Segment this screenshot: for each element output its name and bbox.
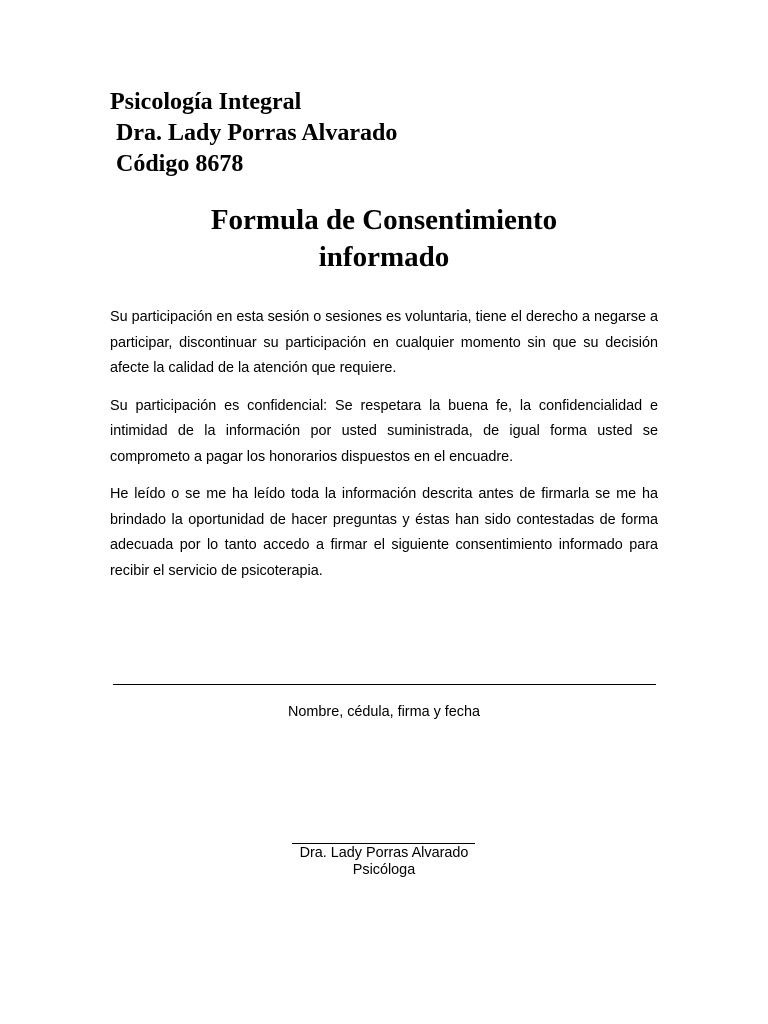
document-title: [110, 202, 658, 276]
paragraph-voluntary: Su participación en esta sesión o sesiones es voluntaria, tiene el derecho a negarse a participar, discontinuar su participación en cualquier momento sin que su decisión afecte la calidad de la atención que requiere.: [110, 309, 658, 376]
patient-signature-caption: Nombre, cédula, firma y fecha: [288, 704, 480, 720]
professional-code: Código 8678: [110, 151, 244, 177]
doctor-signature-line: [292, 843, 475, 844]
doctor-name: Dra. Lady Porras Alvarado: [110, 120, 398, 146]
patient-signature-line: [113, 684, 656, 685]
doctor-signature-block: [240, 845, 528, 879]
paragraph-acceptance: He leído o se me ha leído toda la información descrita antes de firmarla se me ha brindado la oportunidad de hacer preguntas y éstas han sido contestadas de forma adecuada por lo tanto accedo a firmar el siguiente consentimiento informado para recibir el servicio de psicoterapia.: [110, 486, 658, 579]
document-title-line-1: Formula de Consentimiento: [210, 204, 558, 236]
paragraph-confidential: Su participación es confidencial: Se respetara la buena fe, la confidencialidad e intimidad de la información por usted suministrada, de igual forma usted se comprometo a pagar los honorarios dispuestos en el encuadre.: [110, 397, 658, 465]
consent-body: [110, 305, 658, 596]
doctor-signature-role: Psicóloga: [352, 862, 416, 878]
document-title-line-2: informado: [318, 241, 450, 273]
document-header: [110, 87, 670, 180]
practice-name: Psicología Integral: [110, 89, 302, 115]
doctor-signature-name: Dra. Lady Porras Alvarado: [299, 845, 469, 861]
